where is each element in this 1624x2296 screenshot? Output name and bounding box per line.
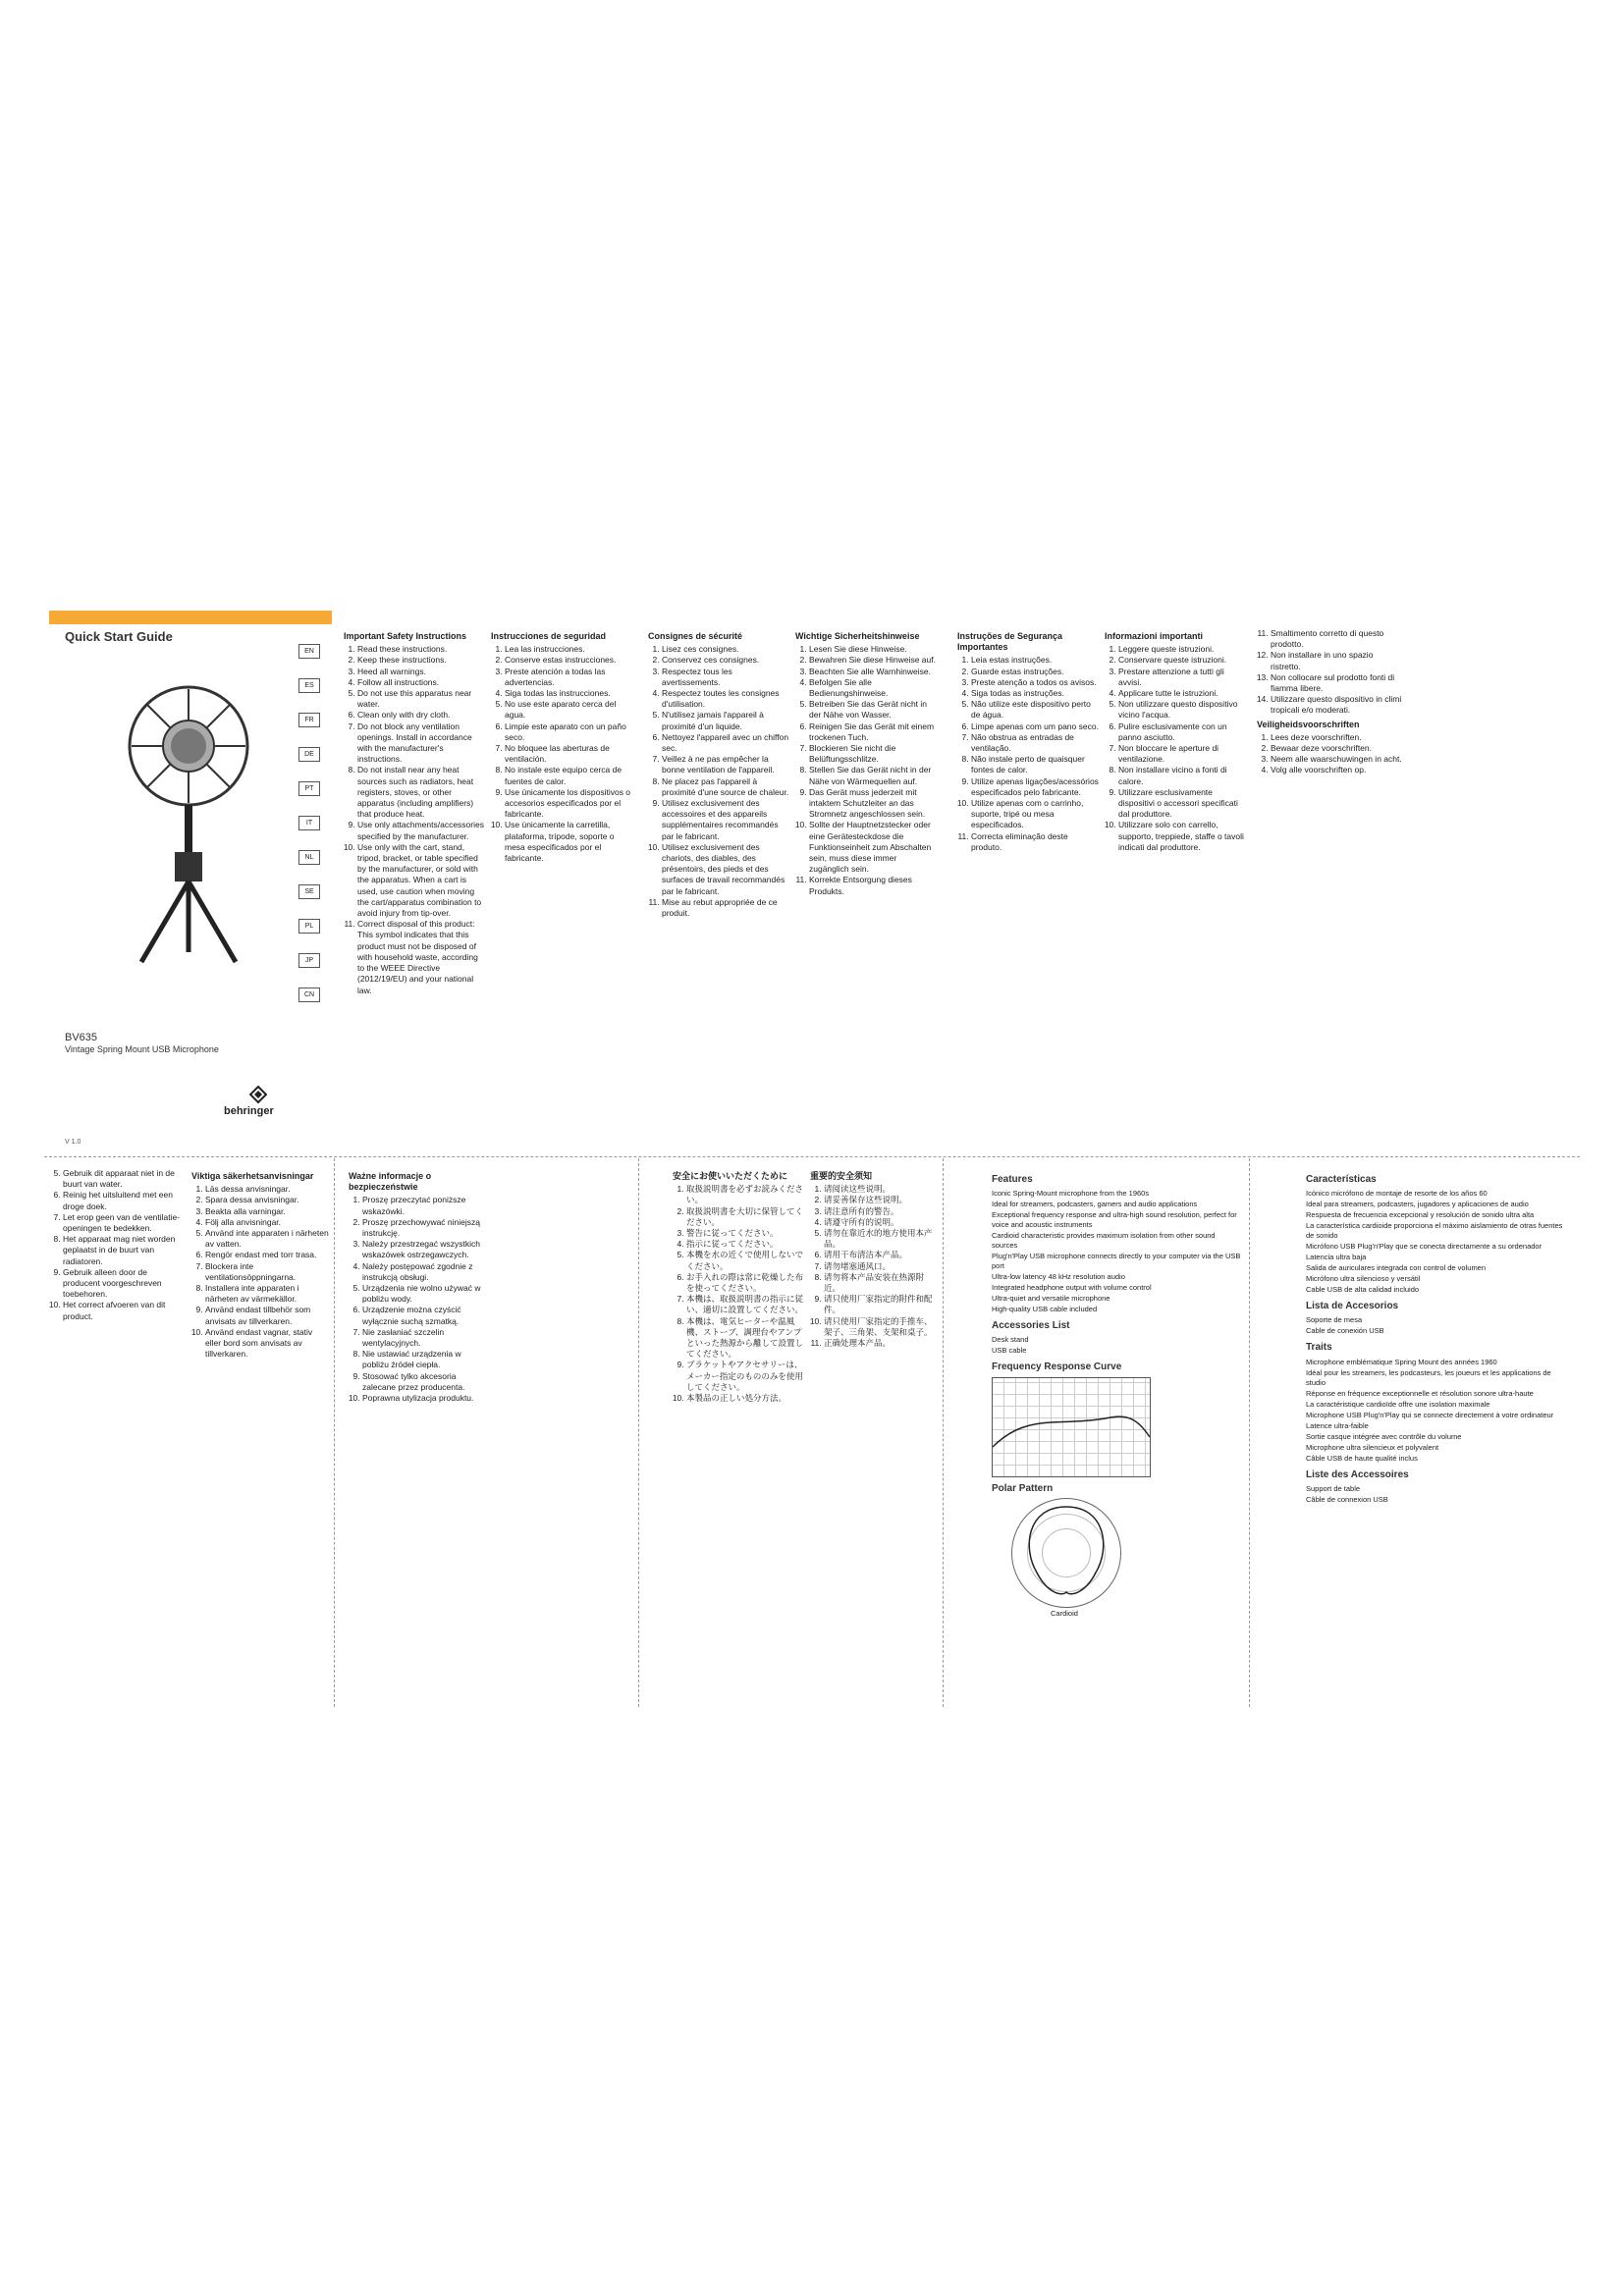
list-item: 6. Limpie este aparato con un paño seco. <box>505 721 633 743</box>
list-item: 1. Leia estas instruções. <box>971 655 1100 666</box>
list-item: 5. 本機を水の近くで使用しないでください。 <box>686 1250 805 1271</box>
safety-list-pt <box>957 655 1100 853</box>
list-item: 3. 请注意所有的警告。 <box>824 1206 938 1217</box>
feature-item: Salida de auriculares integrada con control de volumen <box>1306 1263 1487 1273</box>
list-item: 5. 请勿在靠近水的地方使用本产品。 <box>824 1228 938 1250</box>
list-item: 1. Lisez ces consignes. <box>662 644 790 655</box>
lang-tab-en: EN <box>298 644 320 659</box>
list-item: 8. Não instale perto de quaisquer fontes de calor. <box>971 754 1100 775</box>
feature-item: High-quality USB cable included <box>992 1305 1098 1314</box>
list-item: 11. Korrekte Entsorgung dieses Produkts. <box>809 875 938 896</box>
list-item: 4. Applicare tutte le istruzioni. <box>1118 688 1247 699</box>
safety-col-es <box>491 628 633 1148</box>
list-item: 1. 取扱説明書を必ずお読みください。 <box>686 1184 805 1205</box>
cover-accent-bar <box>49 611 332 624</box>
list-item: 2. 请妥善保存这些说明。 <box>824 1195 938 1205</box>
feature-item: Microphone emblématique Spring Mount des années 1960 <box>1306 1357 1497 1366</box>
list-item: 1. Lees deze voorschriften. <box>1271 732 1404 743</box>
list-item: 2. Conserve estas instrucciones. <box>505 655 633 666</box>
list-item: 5. Do not use this apparatus near water. <box>357 688 486 710</box>
safety-list-en <box>344 644 486 996</box>
list-item: 12. Non installare in uno spazio ristretto. <box>1271 650 1404 671</box>
list-item: 6. Reinigen Sie das Gerät mit einem trockenen Tuch. <box>809 721 938 743</box>
feature-item: Ultra-low latency 48 kHz resolution audio <box>992 1272 1125 1282</box>
list-item: 2. Keep these instructions. <box>357 655 486 666</box>
features-title: Features <box>992 1174 1033 1185</box>
feature-item: Cable USB de alta calidad incluido <box>1306 1285 1420 1295</box>
list-item: 7. Blockieren Sie nicht die Belüftungsschlitze. <box>809 743 938 765</box>
list-item: 7. Não obstrua as entradas de ventilação. <box>971 732 1100 754</box>
lang-tab-nl: NL <box>298 850 320 865</box>
list-item: 4. Volg alle voorschriften op. <box>1271 765 1404 775</box>
list-item: 7. Nie zasłaniać szczelin wentylacyjnych. <box>362 1327 486 1349</box>
list-item: 2. Conservez ces consignes. <box>662 655 790 666</box>
list-item: 1. Leggere queste istruzioni. <box>1118 644 1247 655</box>
lang-tab-cn: CN <box>298 988 320 1002</box>
list-item: 7. No bloquee las aberturas de ventilación. <box>505 743 633 765</box>
feature-item: Microphone ultra silencieux et polyvalent <box>1306 1442 1439 1452</box>
list-item: 10. Use only with the cart, stand, tripod, bracket, or table specified by the manufacturer, or sold with the apparatus. When a cart is used, use caution when moving the cart/apparatus combination to avoid injury from tip-over. <box>357 842 486 919</box>
list-item: 2. Proszę przechowywać niniejszą instrukcję. <box>362 1217 486 1239</box>
list-item: 3. Preste atención a todas las advertencias. <box>505 667 633 688</box>
list-item: 6. Clean only with dry cloth. <box>357 710 486 721</box>
safety-list-es <box>491 644 633 864</box>
list-item: 1. Lesen Sie diese Hinweise. <box>809 644 938 655</box>
lang-tab-it: IT <box>298 816 320 830</box>
list-item: 3. Prestare attenzione a tutti gli avvisi. <box>1118 667 1247 688</box>
list-item: 11. Mise au rebut appropriée de ce produit. <box>662 897 790 919</box>
list-item: 9. Use only attachments/accessories specified by the manufacturer. <box>357 820 486 841</box>
safety-col-pt <box>957 628 1100 1148</box>
list-item: 9. Stosować tylko akcesoria zalecane przez producenta. <box>362 1371 486 1393</box>
list-item: 8. 本機は、電気ヒーターや温風機、ストーブ、調理台やアンプといった熱源から離して設置してください。 <box>686 1316 805 1361</box>
list-item: 1. 请阅读这些说明。 <box>824 1184 938 1195</box>
safety-list-nl-cont <box>49 1168 187 1322</box>
section-title-fr: Consignes de sécurité <box>648 631 743 641</box>
list-item: 11. Correct disposal of this product: This symbol indicates that this product must not be disposed of with household waste, according to the WEEE Directive (2012/19/EU) and your national law. <box>357 919 486 995</box>
list-item: 4. Follow all instructions. <box>357 677 486 688</box>
safety-list-it <box>1105 644 1247 853</box>
list-item: 9. Använd endast tillbehör som anvisats av tillverkaren. <box>205 1305 329 1326</box>
cardioid-curve <box>1012 1499 1120 1607</box>
safety-col-it <box>1105 628 1247 1148</box>
list-item: 10. Utilisez exclusivement des chariots, des diables, des présentoirs, des pieds et des surfaces de travail recommandés par le fabricant. <box>662 842 790 897</box>
list-item: 10. 本製品の正しい処分方法。 <box>686 1393 805 1404</box>
lang-tab-es: ES <box>298 678 320 693</box>
list-item: 10. Het correct afvoeren van dit product. <box>63 1300 187 1321</box>
list-item: 2. 取扱説明書を大切に保管してください。 <box>686 1206 805 1228</box>
list-item: 4. 请遵守所有的说明。 <box>824 1217 938 1228</box>
list-item: 10. Sollte der Hauptnetzstecker oder eine Gerätesteckdose die Funktionseinheit zum Abschalten sein, muss diese immer zugänglich sein. <box>809 820 938 875</box>
feature-item: Latence ultra-faible <box>1306 1420 1369 1430</box>
feature-item: Ideal para streamers, podcasters, jugadores y aplicaciones de audio <box>1306 1200 1529 1209</box>
list-item: 4. Följ alla anvisningar. <box>205 1217 329 1228</box>
list-item: 5. Betreiben Sie das Gerät nicht in der Nähe von Wasser. <box>809 699 938 721</box>
list-item: 3. Respectez tous les avertissements. <box>662 667 790 688</box>
list-item: 9. Utilize apenas ligações/acessórios especificados pelo fabricante. <box>971 776 1100 798</box>
list-item: 7. Do not block any ventilation openings. Install in accordance with the manufacturer's instructions. <box>357 721 486 766</box>
feature-item: Micrófono USB Plug'n'Play que se conecta directamente a su ordenador <box>1306 1242 1543 1252</box>
list-item: 10. 请只使用厂家指定的手推车、架子、三角架、支架和桌子。 <box>824 1316 938 1338</box>
list-item: 10. Use únicamente la carretilla, plataforma, trípode, soporte o mesa especificados por el fabricante. <box>505 820 633 864</box>
list-item: 5. Använd inte apparaten i närheten av vatten. <box>205 1228 329 1250</box>
safety-col-fr <box>648 628 790 1148</box>
list-item: 10. Poprawna utylizacja produktu. <box>362 1393 486 1404</box>
safety-list-jp <box>673 1184 805 1404</box>
accessory-item: Support de table <box>1306 1483 1361 1493</box>
feature-item: Microphone USB Plug'n'Play qui se connecte directement à votre ordinateur <box>1306 1410 1554 1419</box>
feature-item: Plug'n'Play USB microphone connects directly to your computer via the USB port <box>992 1252 1241 1271</box>
lang-tab-fr: FR <box>298 713 320 727</box>
section-title-es: Instrucciones de seguridad <box>491 631 607 641</box>
list-item: 2. Guarde estas instruções. <box>971 667 1100 677</box>
accessories-title-fr: Liste des Accessoires <box>1306 1468 1409 1480</box>
list-item: 5. Gebruik dit apparaat niet in de buurt van water. <box>63 1168 187 1190</box>
list-item: 7. 请勿堵塞通风口。 <box>824 1261 938 1272</box>
list-item: 11. Smaltimento corretto di questo prodotto. <box>1271 628 1404 650</box>
list-item: 9. Gebruik alleen door de producent voorgeschreven toebehoren. <box>63 1267 187 1301</box>
list-item: 4. Siga todas las instrucciones. <box>505 688 633 699</box>
feature-item: Integrated headphone output with volume control <box>992 1283 1152 1293</box>
polar-pattern-graph <box>1011 1498 1121 1608</box>
section-title-jp: 安全にお使いいただくために <box>673 1171 788 1181</box>
accessory-item: Soporte de mesa <box>1306 1315 1363 1325</box>
list-item: 3. Heed all warnings. <box>357 667 486 677</box>
list-item: 8. Het apparaat mag niet worden geplaatst in de buurt van radiatoren. <box>63 1234 187 1267</box>
list-item: 5. N'utilisez jamais l'appareil à proximité d'un liquide. <box>662 710 790 731</box>
feature-item: Ultra-quiet and versatile microphone <box>992 1294 1110 1304</box>
safety-list-de <box>795 644 938 897</box>
list-item: 10. Utilizzare solo con carrello, supporto, treppiede, staffe o tavoli indicati dal produttore. <box>1118 820 1247 853</box>
list-item: 11. 正确处理本产品。 <box>824 1338 938 1349</box>
accessory-item: Câble de connexion USB <box>1306 1494 1388 1504</box>
behringer-logo-icon <box>249 1086 267 1103</box>
polar-pattern-title: Polar Pattern <box>992 1482 1054 1494</box>
lang-tab-se: SE <box>298 884 320 899</box>
list-item: 9. ブラケットやアクセサリーは、メーカー指定のもののみを使用してください。 <box>686 1360 805 1393</box>
safety-col-jp <box>673 1168 805 1718</box>
list-item: 11. Correcta eliminação deste produto. <box>971 831 1100 853</box>
list-item: 2. Spara dessa anvisningar. <box>205 1195 329 1205</box>
lang-tab-jp: JP <box>298 953 320 968</box>
list-item: 3. 警告に従ってください。 <box>686 1228 805 1239</box>
list-item: 8. No instale este equipo cerca de fuentes de calor. <box>505 765 633 786</box>
list-item: 8. Stellen Sie das Gerät nicht in der Nähe von Wärmequellen auf. <box>809 765 938 786</box>
section-title-se: Viktiga säkerhetsanvisningar <box>191 1171 314 1181</box>
language-tabs <box>298 644 320 1022</box>
feature-item: Icónico micrófono de montaje de resorte de los años 60 <box>1306 1189 1488 1199</box>
list-item: 4. Respectez toutes les consignes d'utilisation. <box>662 688 790 710</box>
safety-col-se <box>191 1168 329 1718</box>
list-item: 5. No use este aparato cerca del agua. <box>505 699 633 721</box>
brand-logo: behringer <box>224 1105 274 1117</box>
list-item: 3. Należy przestrzegać wszystkich wskazówek ostrzegawczych. <box>362 1239 486 1260</box>
feature-item: Micrófono ultra silencioso y versátil <box>1306 1274 1421 1284</box>
list-item: 6. Rengör endast med torr trasa. <box>205 1250 329 1260</box>
accessories-title: Accessories List <box>992 1320 1070 1332</box>
list-item: 7. Non bloccare le aperture di ventilazione. <box>1118 743 1247 765</box>
list-item: 3. Neem alle waarschuwingen in acht. <box>1271 754 1404 765</box>
fold-line <box>943 1158 944 1707</box>
list-item: 9. 请只使用厂家指定的附件和配件。 <box>824 1294 938 1315</box>
safety-list-it-cont <box>1257 628 1404 717</box>
microphone-image <box>122 677 255 972</box>
features-title-fr: Traits <box>1306 1342 1332 1354</box>
safety-col-de <box>795 628 938 1148</box>
list-item: 1. Proszę przeczytać poniższe wskazówki. <box>362 1195 486 1216</box>
fold-line <box>334 1158 335 1707</box>
feature-item: Réponse en fréquence exceptionnelle et résolution sonore ultra-haute <box>1306 1388 1534 1398</box>
list-item: 2. Bewahren Sie diese Hinweise auf. <box>809 655 938 666</box>
list-item: 2. Conservare queste istruzioni. <box>1118 655 1247 666</box>
list-item: 7. Let erop geen van de ventilatie-openingen te bedekken. <box>63 1212 187 1234</box>
list-item: 9. Utilizzare esclusivamente dispositivi o accessori specificati dal produttore. <box>1118 787 1247 821</box>
frequency-curve <box>993 1378 1150 1476</box>
list-item: 7. 本機は、取扱説明書の指示に従い、適切に設置してください。 <box>686 1294 805 1315</box>
list-item: 9. Utilisez exclusivement des accessoires et des appareils supplémentaires recommandés par le fabricant. <box>662 798 790 842</box>
features-col-en <box>992 1168 1242 1718</box>
list-item: 2. Bewaar deze voorschriften. <box>1271 743 1404 754</box>
accessory-item: Desk stand <box>992 1335 1029 1345</box>
safety-list-nl <box>1257 732 1404 776</box>
list-item: 9. Das Gerät muss jederzeit mit intaktem Schutzleiter an das Stromnetz angeschlossen sein. <box>809 787 938 821</box>
list-item: 10. Utilize apenas com o carrinho, suporte, tripé ou mesa especificados. <box>971 798 1100 831</box>
polar-pattern-label: Cardioid <box>1051 1608 1078 1618</box>
fold-line <box>44 1156 1580 1157</box>
frequency-response-title: Frequency Response Curve <box>992 1362 1122 1373</box>
list-item: 8. Do not install near any heat sources such as radiators, heat registers, stoves, or other apparatus (including amplifiers) that produce heat. <box>357 765 486 820</box>
safety-col-en <box>344 628 486 1148</box>
list-item: 8. Nie ustawiać urządzenia w pobliżu źródeł ciepła. <box>362 1349 486 1370</box>
list-item: 5. Urządzenia nie wolno używać w pobliżu wody. <box>362 1283 486 1305</box>
frequency-response-graph <box>992 1377 1151 1477</box>
section-title-en: Important Safety Instructions <box>344 631 467 641</box>
accessory-item: Cable de conexión USB <box>1306 1326 1384 1336</box>
section-title-cn: 重要的安全须知 <box>810 1171 873 1181</box>
list-item: 6. お手入れの際は常に乾燥した布を使ってください。 <box>686 1272 805 1294</box>
feature-item: Respuesta de frecuencia excepcional y resolución de sonido ultra alta <box>1306 1210 1535 1220</box>
list-item: 4. Należy postępować zgodnie z instrukcją obsługi. <box>362 1261 486 1283</box>
guide-title: Quick Start Guide <box>65 629 173 644</box>
feature-item: Exceptional frequency response and ultra-high sound resolution, perfect for voice and acoustic instruments <box>992 1210 1237 1230</box>
safety-list-fr <box>648 644 790 919</box>
section-title-pt: Instruções de Segurança Importantes <box>957 631 1063 653</box>
list-item: 6. Limpe apenas com um pano seco. <box>971 721 1100 732</box>
safety-list-se <box>191 1184 329 1360</box>
accessories-title-es: Lista de Accesorios <box>1306 1301 1399 1312</box>
feature-item: La característica cardioide proporciona el máximo aislamiento de otras fuentes de sonido <box>1306 1221 1563 1241</box>
section-title-pl: Ważne informacje o bezpieczeństwie <box>349 1171 432 1193</box>
list-item: 8. Ne placez pas l'appareil à proximité d'une source de chaleur. <box>662 776 790 798</box>
list-item: 14. Utilizzare questo dispositivo in climi tropicali e/o moderati. <box>1271 694 1404 716</box>
feature-item: Sortie casque intégrée avec contrôle du volume <box>1306 1431 1462 1441</box>
safety-col-it-cont <box>1257 628 1404 1148</box>
features-title-es: Características <box>1306 1174 1377 1185</box>
list-item: 4. Befolgen Sie alle Bedienungshinweise. <box>809 677 938 699</box>
list-item: 4. Siga todas as instruções. <box>971 688 1100 699</box>
feature-item: Ideal for streamers, podcasters, gamers and audio applications <box>992 1200 1198 1209</box>
features-col-es-fr <box>1306 1168 1571 1718</box>
list-item: 8. Installera inte apparaten i närheten av värmekällor. <box>205 1283 329 1305</box>
list-item: 9. Use únicamente los dispositivos o accesorios especificados por el fabricante. <box>505 787 633 821</box>
list-item: 6. Pulire esclusivamente con un panno asciutto. <box>1118 721 1247 743</box>
list-item: 8. Non installare vicino a fonti di calore. <box>1118 765 1247 786</box>
lang-tab-de: DE <box>298 747 320 762</box>
feature-item: Câble USB de haute qualité inclus <box>1306 1453 1418 1463</box>
safety-col-pl <box>349 1168 486 1718</box>
product-subtitle: Vintage Spring Mount USB Microphone <box>65 1044 219 1054</box>
list-item: 7. Veillez à ne pas empêcher la bonne ventilation de l'appareil. <box>662 754 790 775</box>
safety-col-cn <box>810 1168 938 1718</box>
section-title-de: Wichtige Sicherheitshinweise <box>795 631 920 641</box>
list-item: 1. Lea las instrucciones. <box>505 644 633 655</box>
lang-tab-pl: PL <box>298 919 320 934</box>
safety-list-cn <box>810 1184 938 1349</box>
list-item: 4. 指示に従ってください。 <box>686 1239 805 1250</box>
section-title-it: Informazioni importanti <box>1105 631 1203 641</box>
feature-item: La caractéristique cardioïde offre une isolation maximale <box>1306 1399 1490 1409</box>
list-item: 6. Nettoyez l'appareil avec un chiffon sec. <box>662 732 790 754</box>
list-item: 5. Não utilize este dispositivo perto de água. <box>971 699 1100 721</box>
edition-label: V 1.0 <box>65 1139 81 1146</box>
list-item: 1. Läs dessa anvisningar. <box>205 1184 329 1195</box>
feature-item: Latencia ultra baja <box>1306 1253 1367 1262</box>
list-item: 8. 请勿将本产品安装在热源附近。 <box>824 1272 938 1294</box>
safety-col-nl-cont <box>49 1168 187 1718</box>
accessory-item: USB cable <box>992 1346 1027 1356</box>
list-item: 7. Blockera inte ventilationsöppningarna. <box>205 1261 329 1283</box>
list-item: 3. Beakta alla varningar. <box>205 1206 329 1217</box>
fold-line <box>638 1158 639 1707</box>
fold-line <box>1249 1158 1250 1707</box>
model-name: BV635 <box>65 1032 98 1043</box>
list-item: 6. Urządzenie można czyścić wyłącznie suchą szmatką. <box>362 1305 486 1326</box>
list-item: 13. Non collocare sul prodotto fonti di fiamma libere. <box>1271 672 1404 694</box>
feature-item: Cardioid characteristic provides maximum isolation from other sound sources <box>992 1231 1216 1251</box>
lang-tab-pt: PT <box>298 781 320 796</box>
list-item: 6. Reinig het uitsluitend met een droge doek. <box>63 1190 187 1211</box>
list-item: 3. Beachten Sie alle Warnhinweise. <box>809 667 938 677</box>
safety-list-pl <box>349 1195 486 1404</box>
section-title-nl: Veiligheidsvoorschriften <box>1257 719 1360 729</box>
list-item: 5. Non utilizzare questo dispositivo vicino l'acqua. <box>1118 699 1247 721</box>
list-item: 10. Använd endast vagnar, stativ eller bord som anvisats av tillverkaren. <box>205 1327 329 1361</box>
feature-item: Iconic Spring-Mount microphone from the 1960s <box>992 1189 1150 1199</box>
list-item: 3. Preste atenção a todos os avisos. <box>971 677 1100 688</box>
list-item: 6. 请用干布清洁本产品。 <box>824 1250 938 1260</box>
feature-item: Idéal pour les streamers, les podcasteurs, les joueurs et les applications de studio <box>1306 1367 1551 1387</box>
list-item: 1. Read these instructions. <box>357 644 486 655</box>
